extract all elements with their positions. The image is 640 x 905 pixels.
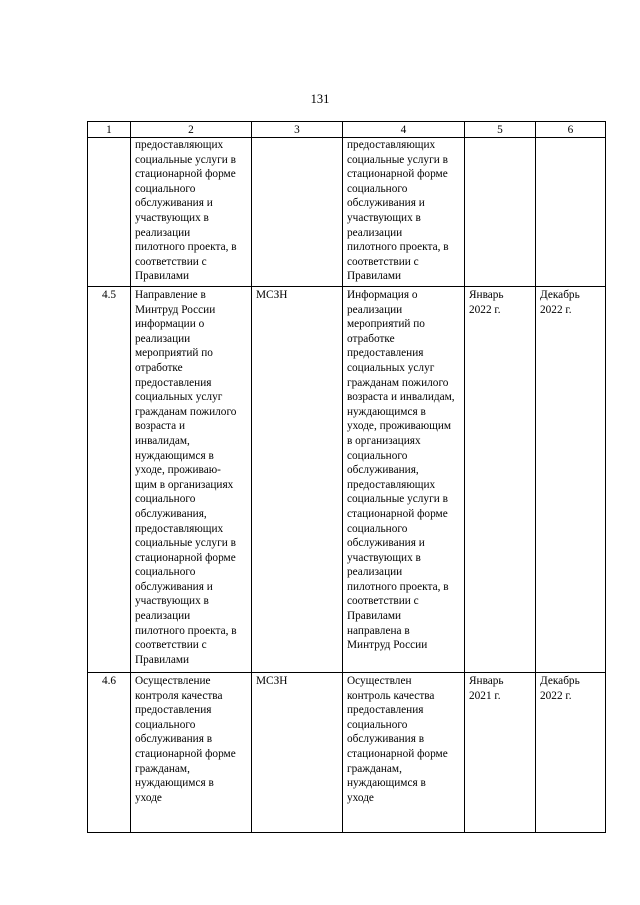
start-date-cell: [465, 138, 536, 287]
responsible-cell: МСЗН: [252, 287, 343, 673]
action-cell: предоставляющих социальные услуги в стационарной форме социального обслуживания и участвующих в реализации пилотного проекта, в соответствии с Правилами: [131, 138, 252, 287]
table-row: [88, 673, 606, 833]
item-number-cell: 4.5: [88, 287, 131, 673]
responsible-cell: МСЗН: [252, 673, 343, 833]
item-number-cell: [88, 138, 131, 287]
result-cell: Осуществлен контроль качества предоставления социального обслуживания в стационарной форме гражданам, нуждающимся в уходе: [343, 673, 465, 833]
end-date-cell: Декабрь 2022 г.: [536, 673, 606, 833]
responsible-cell: [252, 138, 343, 287]
end-date-cell: Декабрь 2022 г.: [536, 287, 606, 673]
table-row: [88, 138, 606, 287]
table-header-row: [88, 122, 606, 138]
page-number: 131: [310, 92, 330, 106]
result-cell: Информация о реализации мероприятий по отработке предоставления социальных услуг гражданам пожилого возраста и инвалидам, нуждающимся в уходе, проживающим в организациях социального обслуживания, предоставляющих социальные услуги в стационарной форме социального обслуживания и участвующих в реализации пилотного проекта, в соответствии с Правилами направлена в Минтруд России: [343, 287, 465, 673]
action-cell: Направление в Минтруд России информации о реализации мероприятий по отработке предоставления социальных услуг гражданам пожилого возраста и инвалидам, нуждающимся в уходе, проживаю- щим в организациях социального обслуживания, предоставляющих социальные услуги в стационарной форме социального обслуживания и участвующих в реализации пилотного проекта, в соответствии с Правилами: [131, 287, 252, 673]
item-number-cell: 4.6: [88, 673, 131, 833]
column-header: 4: [343, 122, 465, 138]
column-header: 6: [536, 122, 606, 138]
column-header: 3: [252, 122, 343, 138]
column-header: 5: [465, 122, 536, 138]
column-header: 2: [131, 122, 252, 138]
plan-table: [87, 121, 606, 833]
column-header: 1: [88, 122, 131, 138]
action-cell: Осуществление контроля качества предоставления социального обслуживания в стационарной форме гражданам, нуждающимся в уходе: [131, 673, 252, 833]
result-cell: предоставляющих социальные услуги в стационарной форме социального обслуживания и участвующих в реализации пилотного проекта, в соответствии с Правилами: [343, 138, 465, 287]
table-row: [88, 287, 606, 673]
end-date-cell: [536, 138, 606, 287]
start-date-cell: Январь 2022 г.: [465, 287, 536, 673]
start-date-cell: Январь 2021 г.: [465, 673, 536, 833]
